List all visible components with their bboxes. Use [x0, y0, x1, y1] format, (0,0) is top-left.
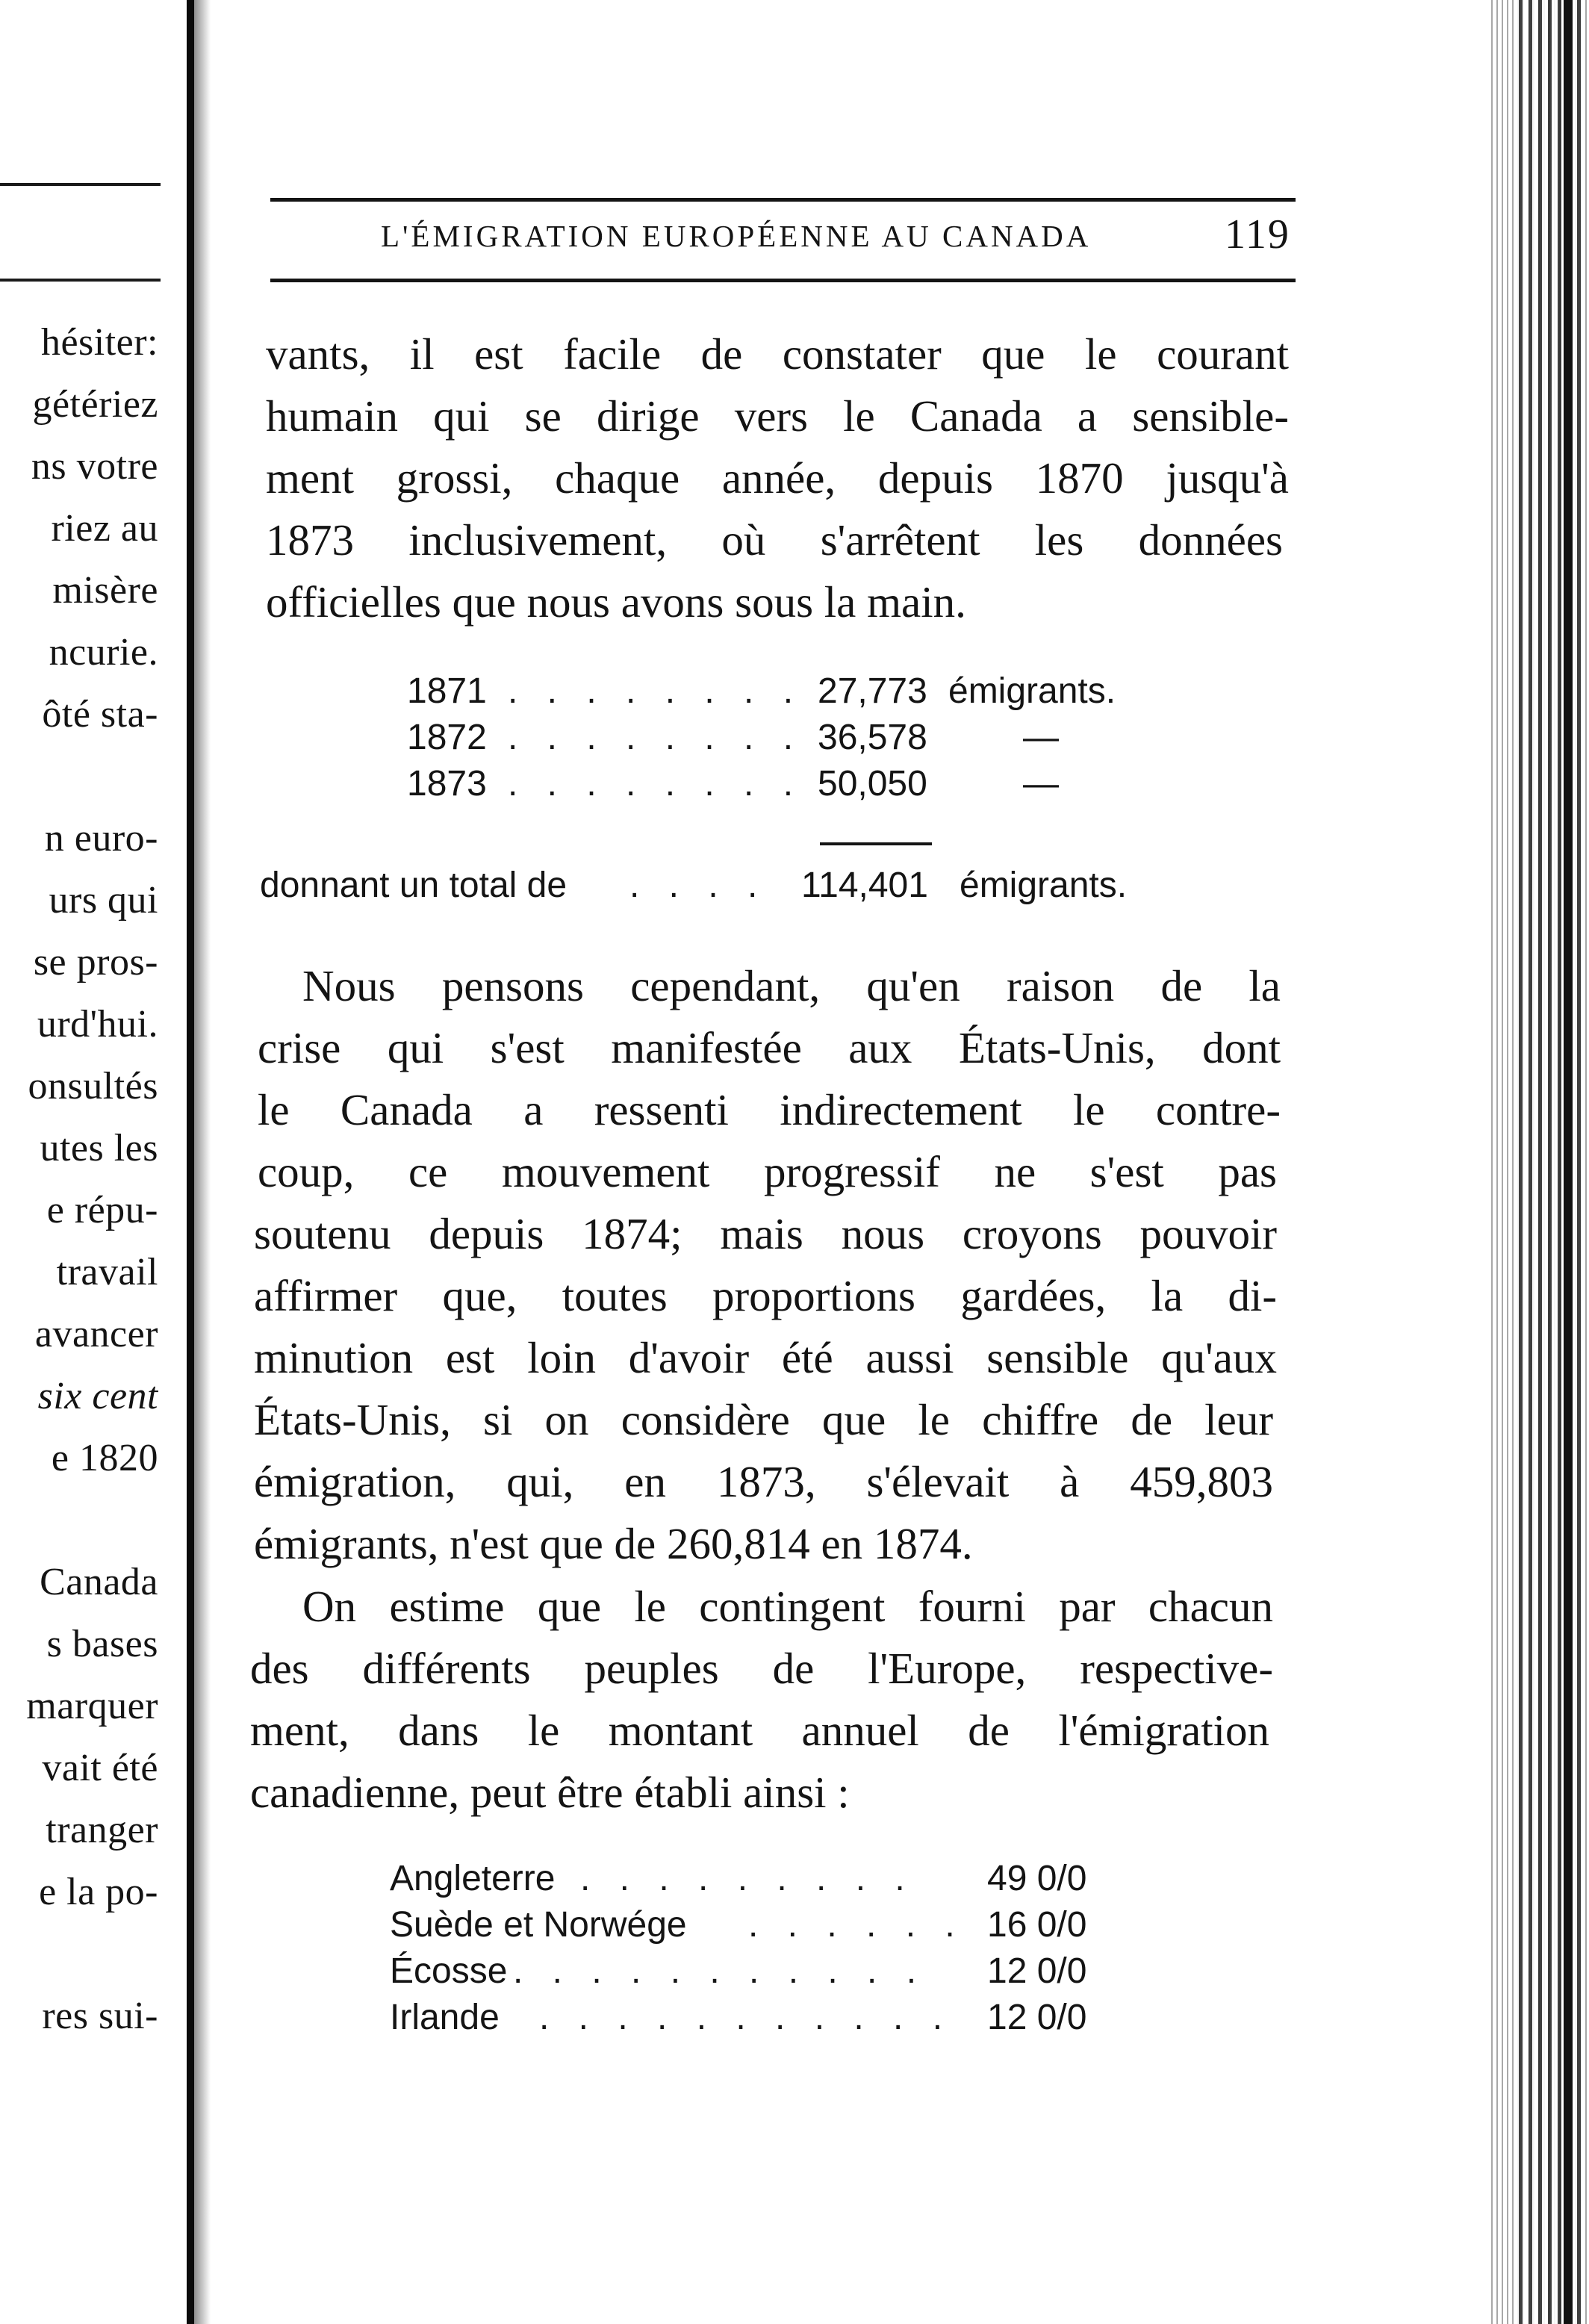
paragraph-line: le Canada a ressenti indirectement le contre- [258, 1085, 1281, 1134]
paragraph-line: Nous pensons cependant, qu'en raison de la [302, 961, 1281, 1010]
left-page-line: urd'hui. [37, 1003, 158, 1046]
left-page-line: riez au [51, 507, 158, 550]
page-number: 119 [1225, 211, 1290, 258]
year-cell: 1872 [407, 718, 487, 757]
book-edge [1564, 0, 1573, 2324]
paragraph-line: coup, ce mouvement progressif ne s'est pas [258, 1147, 1277, 1196]
unit-cell: — [1023, 718, 1059, 757]
left-page-line: e la po- [39, 1871, 158, 1913]
paragraph-line: vants, il est facile de constater que le courant [266, 329, 1289, 379]
country-cell: Angleterre [390, 1859, 556, 1898]
left-page-line: se pros- [33, 941, 158, 984]
left-page-line: Canada [40, 1561, 158, 1603]
value-cell: 12 0/0 [987, 1951, 1087, 1991]
left-page-line: ôté sta- [42, 693, 158, 736]
paragraph-line: affirmer que, toutes proportions gardées, la di- [254, 1271, 1277, 1320]
value-cell: 49 0/0 [987, 1859, 1087, 1898]
left-page-line: marquer [26, 1685, 158, 1727]
value-cell: 50,050 [818, 764, 927, 804]
left-page-line: travail [56, 1251, 158, 1293]
paragraph-line: minution est loin d'avoir été aussi sensible qu'aux [254, 1333, 1277, 1382]
page-gutter [187, 0, 194, 2324]
left-page-rule-top [0, 183, 161, 186]
leader-dots: . . . . . . . . [508, 671, 803, 711]
left-page-line: ncurie. [49, 631, 158, 674]
left-page-line: tranger [46, 1809, 158, 1851]
paragraph-line: ment grossi, chaque année, depuis 1870 jusqu'à [266, 453, 1289, 503]
left-page-line: e répu- [46, 1189, 158, 1231]
value-cell: 12 0/0 [987, 1998, 1087, 2037]
country-cell: Irlande [390, 1998, 500, 2037]
left-page-rule-bottom [0, 279, 161, 282]
left-page-line: s bases [46, 1623, 158, 1665]
paragraph-line: émigrants, n'est que de 260,814 en 1874. [254, 1519, 973, 1568]
value-cell: 27,773 [818, 671, 927, 711]
left-page-line: misère [52, 569, 158, 612]
leader-dots: . . . . . . [748, 1905, 965, 1945]
paragraph-line: ment, dans le montant annuel de l'émigration [250, 1706, 1269, 1755]
header-rule-top [270, 198, 1296, 202]
total-label: donnant un total de [260, 866, 568, 905]
gutter-shadow [194, 0, 211, 2324]
unit-cell: — [1023, 764, 1059, 804]
left-page-line: ns votre [31, 445, 158, 488]
left-page-line: utes les [40, 1127, 158, 1169]
left-page-line: six cent [37, 1375, 158, 1417]
sum-rule [820, 842, 932, 845]
value-cell: 16 0/0 [987, 1905, 1087, 1945]
left-page-line: urs qui [49, 879, 158, 922]
country-cell: Écosse [390, 1951, 508, 1991]
paragraph-line: crise qui s'est manifestée aux États-Unis, dont [258, 1023, 1281, 1072]
paragraph-line: États-Unis, si on considère que le chiffre de leur [254, 1395, 1273, 1444]
paragraph-line: canadienne, peut être établi ainsi : [250, 1768, 850, 1817]
paragraph-line: émigration, qui, en 1873, s'élevait à 459,803 [254, 1457, 1273, 1506]
left-page-line: hésiter: [40, 321, 158, 364]
year-cell: 1871 [407, 671, 487, 711]
leader-dots: . . . . . . . . . [580, 1859, 915, 1898]
total-value: 114,401 [801, 866, 928, 905]
page-edges-dark [1516, 0, 1583, 2324]
paragraph-line: humain qui se dirige vers le Canada a sensible- [266, 391, 1289, 441]
unit-cell: émigrants. [948, 671, 1116, 711]
left-page-line: onsultés [28, 1065, 158, 1107]
total-unit: émigrants. [960, 866, 1128, 905]
left-page-line: res sui- [42, 1995, 158, 2037]
leader-dots: . . . . . . . . [508, 718, 803, 757]
country-cell: Suède et Norwége [390, 1905, 687, 1945]
left-page-line: vait été [42, 1747, 158, 1789]
left-page-line: e 1820 [51, 1437, 158, 1479]
left-page-line: n euro- [44, 817, 158, 860]
leader-dots: . . . . . . . . . . . [539, 1998, 953, 2037]
paragraph-line: On estime que le contingent fourni par chacun [302, 1582, 1273, 1631]
leader-dots: . . . . . . . . [508, 764, 803, 804]
paragraph-line: 1873 inclusivement, où s'arrêtent les données [266, 515, 1283, 565]
year-cell: 1873 [407, 764, 487, 804]
leader-dots: . . . . [629, 866, 768, 905]
leader-dots: . . . . . . . . . . . [513, 1951, 927, 1991]
header-rule-bottom [270, 279, 1296, 282]
paragraph-line: officielles que nous avons sous la main. [266, 577, 966, 627]
left-page-line: gétériez [32, 383, 158, 426]
left-page-line: avancer [34, 1313, 158, 1355]
paragraph-line: soutenu depuis 1874; mais nous croyons pouvoir [254, 1209, 1277, 1258]
value-cell: 36,578 [818, 718, 927, 757]
running-title: L'ÉMIGRATION EUROPÉENNE AU CANADA [381, 219, 1092, 253]
paragraph-line: des différents peuples de l'Europe, respective- [250, 1644, 1273, 1693]
